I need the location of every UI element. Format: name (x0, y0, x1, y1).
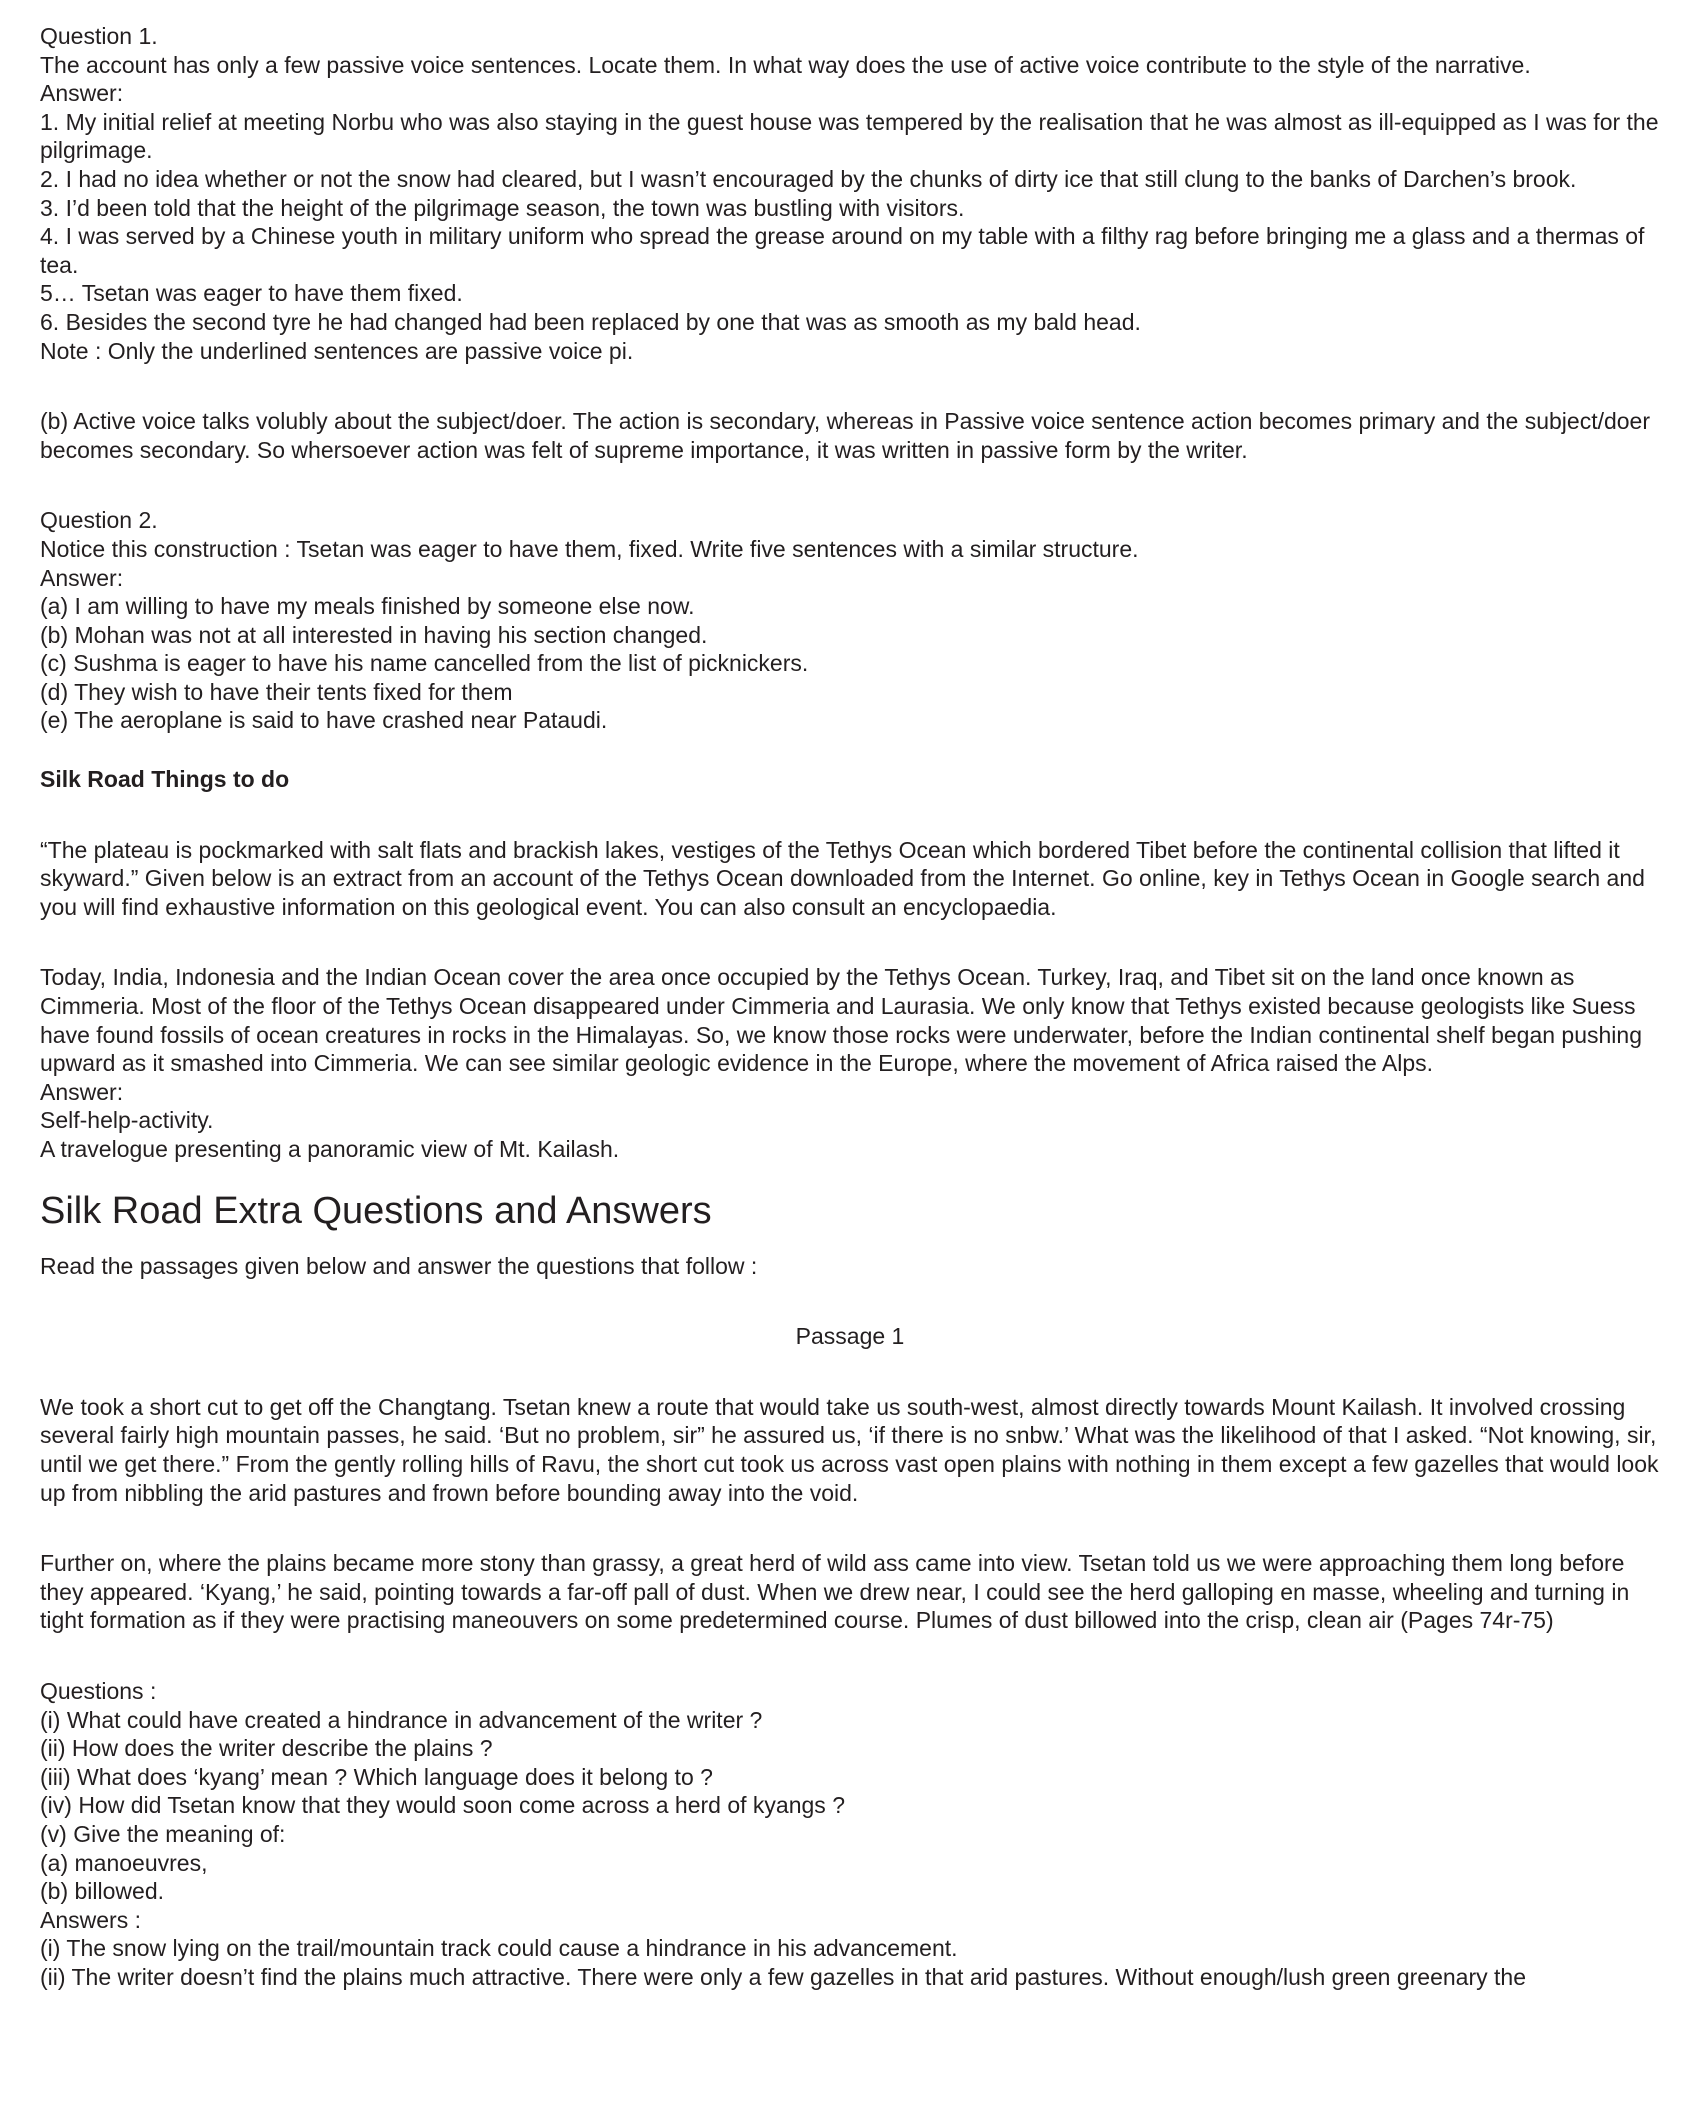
things-to-do-heading: Silk Road Things to do (40, 766, 290, 793)
question-1-item: 2. I had no idea whether or not the snow had cleared, but I wasn’t encouraged by the chunks of dirty ice that still clung to the banks of Darchen’s brook. (40, 165, 1577, 192)
question-2-item: (b) Mohan was not at all interested in having his section changed. (40, 621, 708, 648)
things-to-do-answer-label: Answer: (40, 1078, 124, 1105)
answer-item: (i) The snow lying on the trail/mountain track could cause a hindrance in his advancement. (40, 1935, 958, 1962)
question-item: (b) billowed. (40, 1878, 164, 1905)
things-to-do-answer-1: Self-help-activity. (40, 1107, 214, 1134)
extra-questions-instruction: Read the passages given below and answer the questions that follow : (40, 1252, 758, 1279)
question-2-prompt: Notice this construction : Tsetan was eager to have them, fixed. Write five sentences with a similar structure. (40, 535, 1139, 562)
question-1-answer-label: Answer: (40, 80, 124, 107)
question-2-title: Question 2. (40, 507, 158, 534)
extra-questions-heading: Silk Road Extra Questions and Answers (40, 1189, 712, 1232)
question-1-item: 5… Tsetan was eager to have them fixed. (40, 280, 463, 307)
questions-label: Questions : (40, 1677, 157, 1704)
question-item: (ii) How does the writer describe the plains ? (40, 1735, 493, 1762)
things-to-do-para-2: Today, India, Indonesia and the Indian Ocean cover the area once occupied by the Tethys Ocean. Turkey, Iraq, and Tibet sit on the land once known as Cimmeria. Most of the floor of the Tethys Ocean disappeared under Cimmeria and Laurasia. We only know that Tethys existed because geologists like Suess have found fossils of ocean creatures in rocks in the Himalayas. So, we know those rocks were underwater, before the Indian continental shelf began pushing upward as it smashed into Cimmeria. We can see similar geologic evidence in the Europe, where the movement of Africa raised the Alps. (40, 964, 1642, 1077)
question-item: (iii) What does ‘kyang’ mean ? Which language does it belong to ? (40, 1763, 713, 1790)
answer-item: (ii) The writer doesn’t find the plains much attractive. There were only a few gazelles in that arid pastures. Without enough/lush green greenary the (40, 1963, 1526, 1990)
question-2-item: (d) They wish to have their tents fixed for them (40, 678, 513, 705)
question-item: (iv) How did Tsetan know that they would soon come across a herd of kyangs ? (40, 1792, 845, 1819)
question-1-note: Note : Only the underlined sentences are passive voice pi. (40, 337, 634, 364)
question-1-item: 3. I’d been told that the height of the pilgrimage season, the town was bustling with visitors. (40, 194, 965, 221)
passage-paragraph-1: We took a short cut to get off the Changtang. Tsetan knew a route that would take us south-west, almost directly towards Mount Kailash. It involved crossing several fairly high mountain passes, he said. ‘But no problem, sir” he assured us, ‘if there is no snbw.’ What was the likelihood of that I asked. “Not knowing, sir, until we get there.” From the gently rolling hills of Ravu, the short cut took us across vast open plains with nothing in them except a few gazelles that would look up from nibbling the arid pastures and frown before bounding away into the void. (40, 1393, 1659, 1506)
passage-title: Passage 1 (795, 1323, 905, 1350)
things-to-do (40, 765, 1660, 1164)
question-item: (a) manoeuvres, (40, 1849, 208, 1876)
things-to-do-answer-2: A travelogue presenting a panoramic view of Mt. Kailash. (40, 1136, 620, 1162)
things-to-do-para-1: “The plateau is pockmarked with salt flats and brackish lakes, vestiges of the Tethys Ocean which bordered Tibet before the continental collision that lifted it skyward.” Given below is an extract from an account of the Tethys Ocean downloaded from the Internet. Go online, key in Tethys Ocean in Google search and you will find exhaustive information on this geological event. You can also consult an encyclopaedia. (40, 836, 1645, 920)
question-1-prompt: The account has only a few passive voice sentences. Locate them. In what way does the use of active voice contribute to the style of the narrative. (40, 51, 1531, 78)
question-2-item: (a) I am willing to have my meals finished by someone else now. (40, 593, 695, 620)
extra-questions (40, 1188, 1660, 1992)
passage-paragraph-2: Further on, where the plains became more stony than grassy, a great herd of wild ass came into view. Tsetan told us we were approaching them long before they appeared. ‘Kyang,’ he said, pointing towards a far-off pall of dust. When we drew near, I could see the herd galloping en masse, wheeling and turning in tight formation as if they were practising maneouvers on some predetermined course. Plumes of dust billowed into the crisp, clean air (Pages 74r-75) (40, 1550, 1630, 1634)
question-1-item: 4. I was served by a Chinese youth in military uniform who spread the grease around on my table with a filthy rag before bringing me a glass and a thermas of tea. (40, 223, 1645, 278)
question-1-title: Question 1. (40, 23, 158, 49)
question-1 (40, 22, 1660, 464)
question-1-part-b: (b) Active voice talks volubly about the subject/doer. The action is secondary, whereas in Passive voice sentence action becomes primary and the subject/doer becomes secondary. So whersoever action was felt of supreme importance, it was written in passive form by the writer. (40, 408, 1651, 463)
question-2-answer-label: Answer: (40, 564, 124, 591)
question-2-item: (e) The aeroplane is said to have crashed near Pataudi. (40, 707, 608, 734)
question-1-item: 6. Besides the second tyre he had changed had been replaced by one that was as smooth as my bald head. (40, 308, 1141, 335)
question-1-item: 1. My initial relief at meeting Norbu who was also staying in the guest house was tempered by the realisation that he was almost as ill-equipped as I was for the pilgrimage. (40, 108, 1659, 164)
question-item: (v) Give the meaning of: (40, 1820, 286, 1847)
question-2-item: (c) Sushma is eager to have his name cancelled from the list of picknickers. (40, 650, 809, 677)
question-item: (i) What could have created a hindrance in advancement of the writer ? (40, 1706, 763, 1733)
question-2 (40, 506, 1660, 735)
answers-label: Answers : (40, 1906, 141, 1933)
